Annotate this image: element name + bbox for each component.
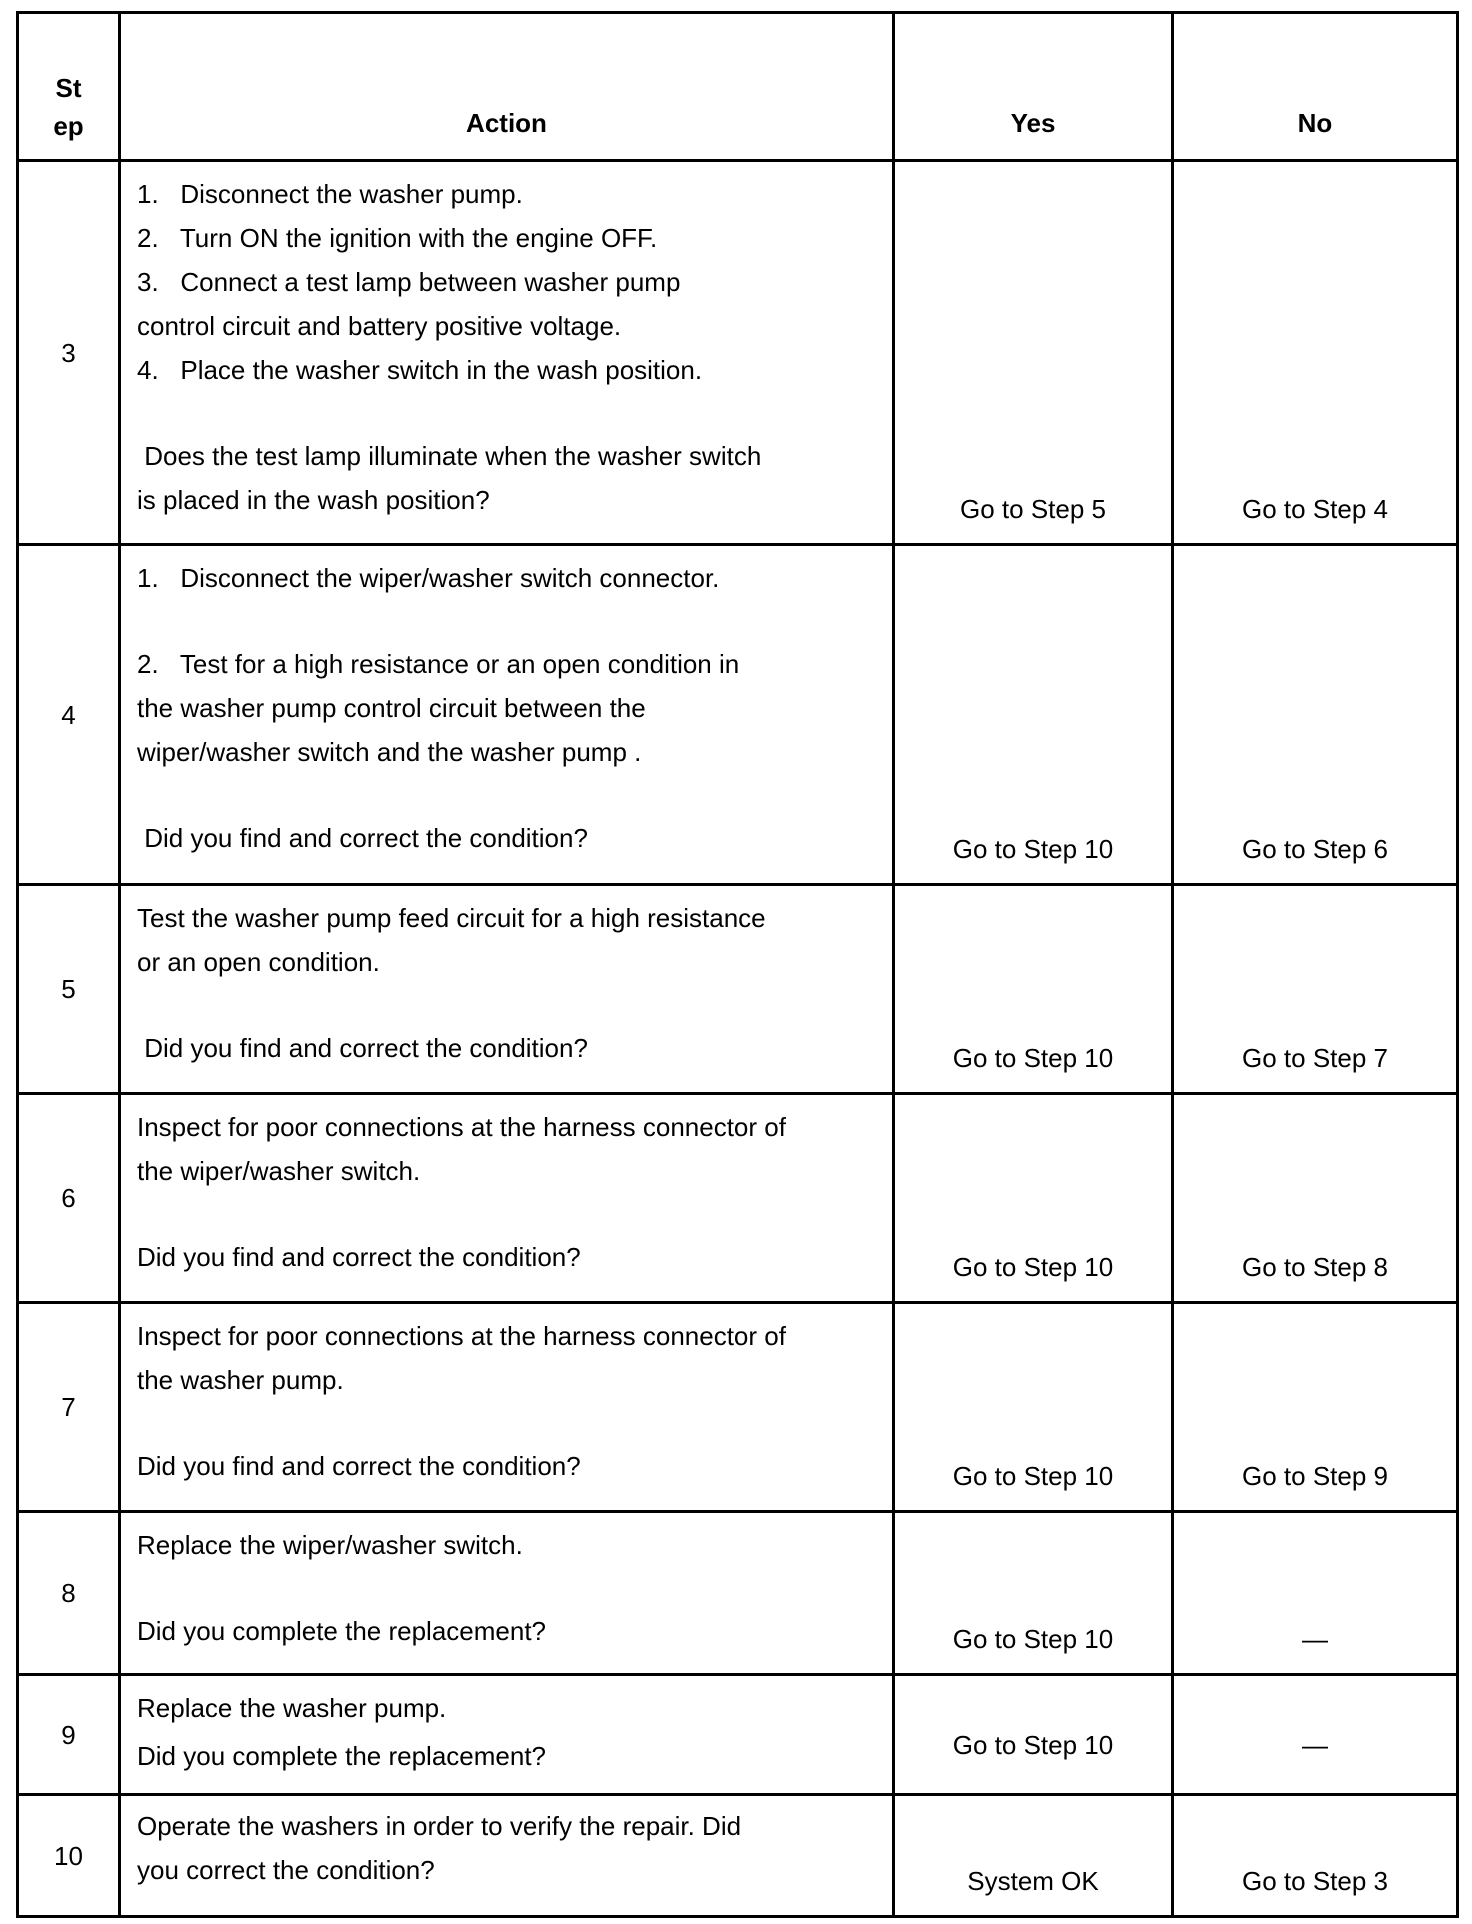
yes-result: Go to Step 5 xyxy=(894,161,1173,545)
no-result: — xyxy=(1173,1675,1458,1795)
no-result: Go to Step 7 xyxy=(1173,885,1458,1094)
no-result: Go to Step 4 xyxy=(1173,161,1458,545)
yes-result: Go to Step 10 xyxy=(894,1094,1173,1303)
step-number: 5 xyxy=(18,885,120,1094)
table-row xyxy=(18,1675,1458,1795)
action-cell xyxy=(120,1795,894,1917)
action-cell xyxy=(120,545,894,885)
header-action: Action xyxy=(120,13,894,161)
table-row xyxy=(18,161,1458,545)
yes-result: System OK xyxy=(894,1795,1173,1917)
action-line: the wiper/washer switch. xyxy=(137,1156,421,1186)
table-row xyxy=(18,1795,1458,1917)
action-line: 1. Disconnect the wiper/washer switch connector. xyxy=(137,563,720,593)
question-line: Did you find and correct the condition? xyxy=(137,1033,588,1063)
header-row xyxy=(18,13,1458,161)
yes-result: Go to Step 10 xyxy=(894,1303,1173,1512)
step-number: 6 xyxy=(18,1094,120,1303)
yes-result: Go to Step 10 xyxy=(894,1512,1173,1675)
action-line: you correct the condition? xyxy=(137,1855,435,1885)
action-cell xyxy=(120,1094,894,1303)
yes-result: Go to Step 10 xyxy=(894,885,1173,1094)
question-line: Did you find and correct the condition? xyxy=(137,1242,581,1272)
action-line: Inspect for poor connections at the harness connector of xyxy=(137,1112,786,1142)
action-line: 2. Test for a high resistance or an open condition in xyxy=(137,649,740,679)
step-number: 4 xyxy=(18,545,120,885)
action-cell xyxy=(120,885,894,1094)
action-line: the washer pump. xyxy=(137,1365,344,1395)
action-line: the washer pump control circuit between the xyxy=(137,693,646,723)
step-number: 8 xyxy=(18,1512,120,1675)
no-result: Go to Step 8 xyxy=(1173,1094,1458,1303)
action-line: Did you complete the replacement? xyxy=(137,1741,547,1771)
yes-result: Go to Step 10 xyxy=(894,1675,1173,1795)
no-result: — xyxy=(1173,1512,1458,1675)
action-line: Replace the wiper/washer switch. xyxy=(137,1530,523,1560)
yes-result: Go to Step 10 xyxy=(894,545,1173,885)
action-line: or an open condition. xyxy=(137,947,380,977)
question-line: is placed in the wash position? xyxy=(137,485,490,515)
action-cell xyxy=(120,161,894,545)
question-line: Does the test lamp illuminate when the washer switch xyxy=(137,441,762,471)
action-line: Replace the washer pump. xyxy=(137,1693,447,1723)
step-number: 9 xyxy=(18,1675,120,1795)
action-cell xyxy=(120,1512,894,1675)
action-line: 2. Turn ON the ignition with the engine OFF. xyxy=(137,223,658,253)
action-cell xyxy=(120,1303,894,1512)
table-row xyxy=(18,1094,1458,1303)
action-cell xyxy=(120,1675,894,1795)
no-result: Go to Step 3 xyxy=(1173,1795,1458,1917)
step-number: 7 xyxy=(18,1303,120,1512)
step-number: 10 xyxy=(18,1795,120,1917)
table-row xyxy=(18,885,1458,1094)
action-line: 4. Place the washer switch in the wash position. xyxy=(137,355,703,385)
header-no: No xyxy=(1173,13,1458,161)
step-number: 3 xyxy=(18,161,120,545)
diagnostic-table xyxy=(16,11,1459,1918)
action-line: control circuit and battery positive voltage. xyxy=(137,311,622,341)
action-line: 3. Connect a test lamp between washer pump xyxy=(137,267,681,297)
question-line: Did you find and correct the condition? xyxy=(137,1451,581,1481)
action-line: wiper/washer switch and the washer pump . xyxy=(137,737,642,767)
question-line: Did you complete the replacement? xyxy=(137,1616,547,1646)
table-row xyxy=(18,1512,1458,1675)
no-result: Go to Step 9 xyxy=(1173,1303,1458,1512)
action-line: Test the washer pump feed circuit for a high resistance xyxy=(137,903,766,933)
table-row xyxy=(18,1303,1458,1512)
question-line: Did you find and correct the condition? xyxy=(137,823,588,853)
action-line: 1. Disconnect the washer pump. xyxy=(137,179,523,209)
action-line: Operate the washers in order to verify the repair. Did xyxy=(137,1811,742,1841)
no-result: Go to Step 6 xyxy=(1173,545,1458,885)
table-row xyxy=(18,545,1458,885)
header-yes: Yes xyxy=(894,13,1173,161)
action-line: Inspect for poor connections at the harness connector of xyxy=(137,1321,786,1351)
header-step: St ep xyxy=(18,13,120,161)
